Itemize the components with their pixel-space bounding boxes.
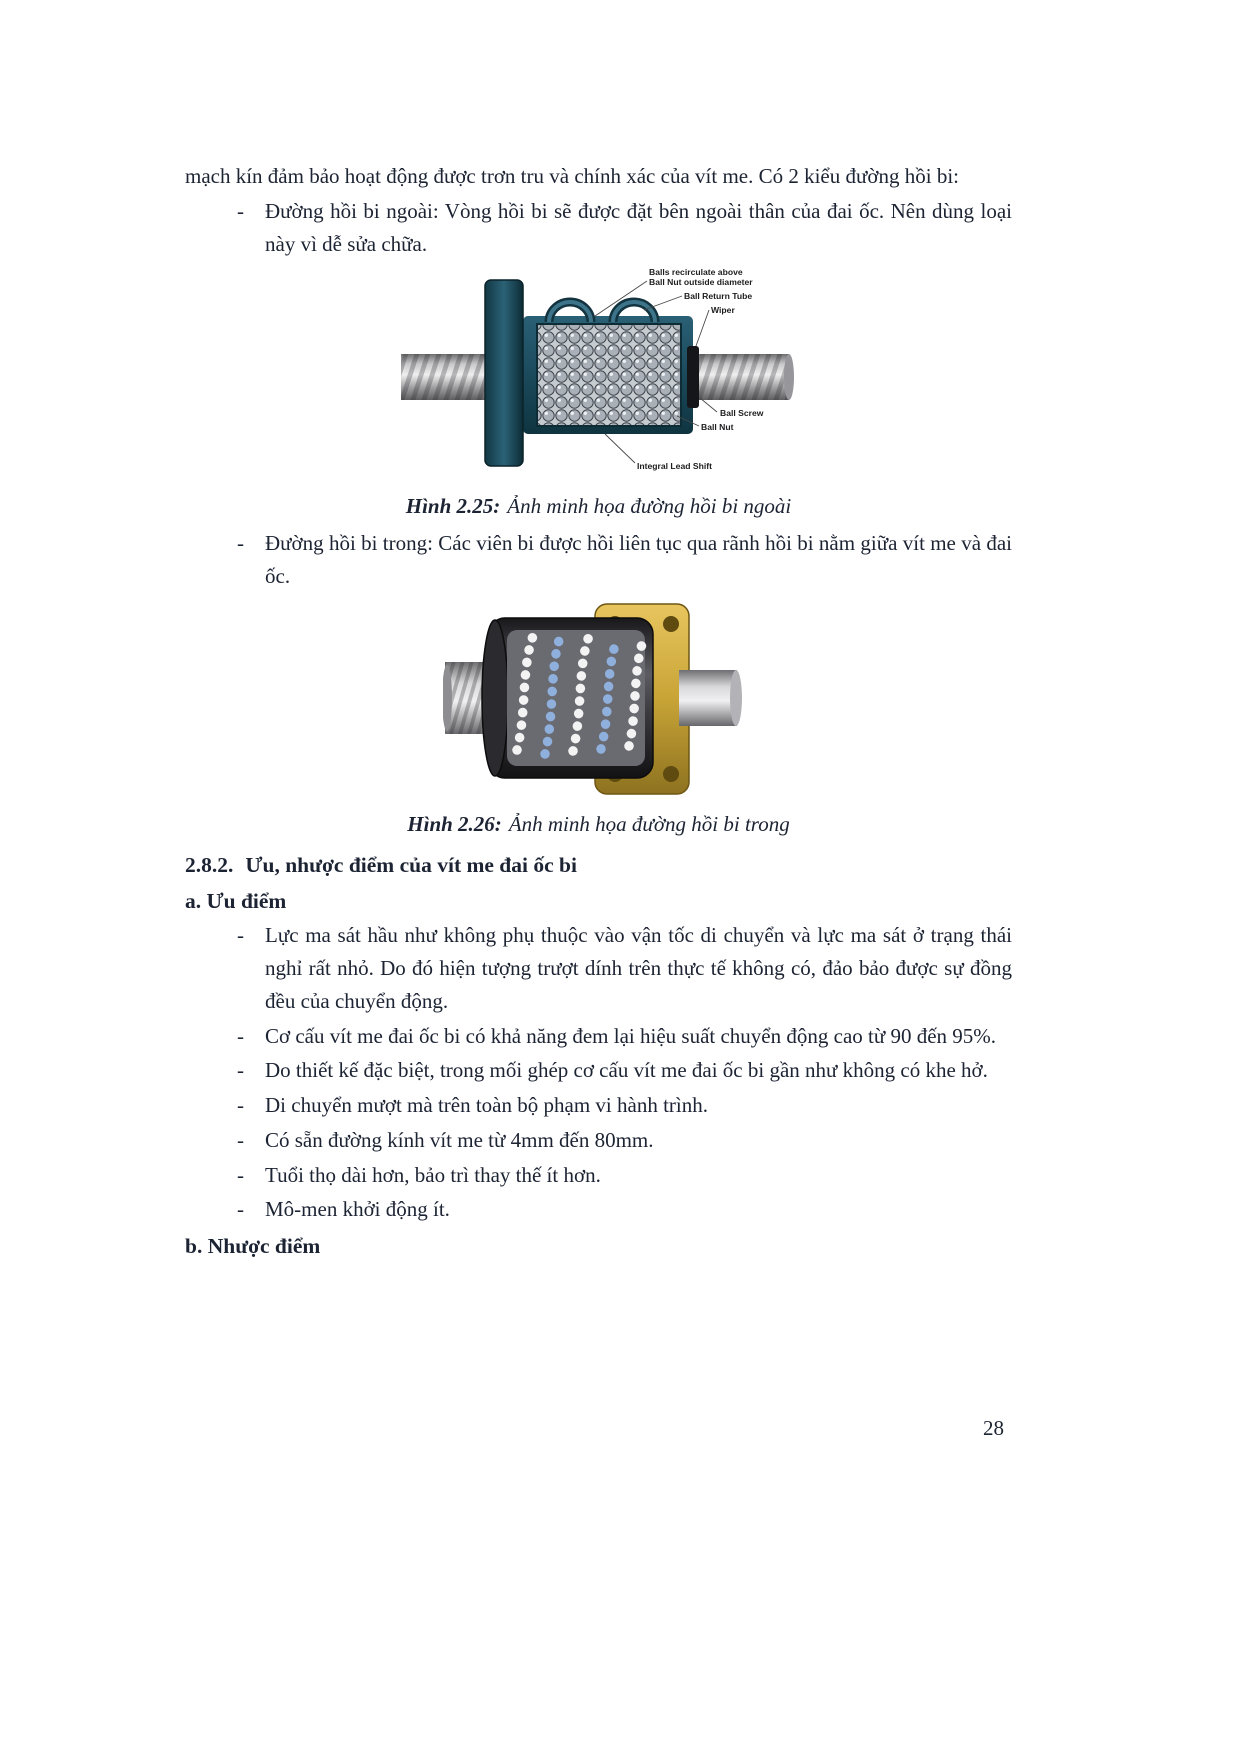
nut-flange [485,280,523,466]
dash-marker: - [237,1093,244,1117]
advantage-item [185,1193,1012,1226]
dash-marker: - [237,198,244,223]
wiper-ring [687,346,699,408]
screw-shaft-right [679,670,742,726]
ballscrew-external-diagram-image [399,266,811,484]
bullet-internal-return [185,527,1012,593]
figure2-caption-number: Hình 2.26: [407,812,502,837]
dash-marker: - [237,1023,244,1048]
bullet-external-return [185,195,1012,261]
label-ball-nut: Ball Nut [701,422,734,433]
advantage-item [185,1124,1012,1157]
dash-marker: - [237,1162,244,1187]
label-balls-recirculate-line2: Ball Nut outside diameter [649,277,753,288]
advantage-text: Tuổi thọ dài hơn, bảo trì thay thế ít hơn. [265,1162,601,1187]
figure1-caption [185,491,1012,523]
dash-marker: - [237,1197,244,1222]
figure1-caption-text: Ảnh minh họa đường hồi bi ngoài [507,494,792,519]
dash-marker: - [237,1058,244,1083]
bullet-external-text: Đường hồi bi ngoài: Vòng hồi bi sẽ được đặt bên ngoài thân của đai ốc. Nên dùng loại này vì dễ sửa chữa. [265,198,1012,256]
ball-nut-body [523,316,699,434]
advantage-text: Có sẵn đường kính vít me từ 4mm đến 80mm. [265,1127,654,1152]
label-ball-return-tube: Ball Return Tube [684,291,753,302]
figure2-caption [185,809,1012,841]
dash-marker: - [237,923,244,948]
advantage-text: Cơ cấu vít me đai ốc bi có khả năng đem lại hiệu suất chuyển động cao từ 90 đến 95%. [265,1023,997,1048]
section-heading-282 [185,849,1012,881]
advantage-item [185,1054,1012,1087]
advantage-text: Mô-men khởi động ít. [265,1197,450,1222]
advantages-list [185,919,1012,1226]
label-ball-screw: Ball Screw [720,408,764,419]
advantage-item [185,1089,1012,1122]
advantage-text: Di chuyển mượt mà trên toàn bộ phạm vi hành trình. [265,1093,708,1117]
nut-cylinder [482,618,653,778]
sub-heading-advantages: a. Ưu điểm [185,889,287,913]
dash-marker: - [237,1127,244,1152]
section-heading-number: 2.8.2. [185,852,234,877]
figure2-caption-text: Ảnh minh họa đường hồi bi trong [508,812,790,837]
figure-internal-ball-return [443,598,1012,807]
advantage-item [185,1020,1012,1053]
advantage-item [185,1159,1012,1192]
figure1-caption-number: Hình 2.25: [405,494,501,519]
label-integral-lead-shift: Integral Lead Shift [637,461,712,472]
section-heading-text: Ưu, nhược điểm của vít me đai ốc bi [245,852,577,877]
page-number: 28 [983,1416,1004,1440]
label-balls-recirculate-line1: Balls recirculate above [649,267,743,278]
sub-heading-disadvantages: b. Nhược điểm [185,1234,321,1258]
bullet-internal-text: Đường hồi bi trong: Các viên bi được hồi liên tục qua rãnh hồi bi nằm giữa vít me và đai ốc. [265,530,1012,588]
advantage-text: Do thiết kế đặc biệt, trong mối ghép cơ cấu vít me đai ốc bi gần như không có khe hở. [265,1058,988,1083]
ballscrew-internal-render-image [443,598,743,802]
dash-marker: - [237,530,244,555]
intro-paragraph: mạch kín đảm bảo hoạt động được trơn tru và chính xác của vít me. Có 2 kiểu đường hồi bi: [185,164,959,188]
figure-external-ball-return [399,266,1012,489]
label-wiper: Wiper [711,305,735,316]
advantage-text: Lực ma sát hầu như không phụ thuộc vào vận tốc di chuyển và lực ma sát ở trạng thái nghỉ rất nhỏ. Do đó hiện tượng trượt dính trên thực tế không có, đảo bảo được sự đồng đều của chuyển động. [265,923,1012,1013]
advantage-item [185,919,1012,1017]
